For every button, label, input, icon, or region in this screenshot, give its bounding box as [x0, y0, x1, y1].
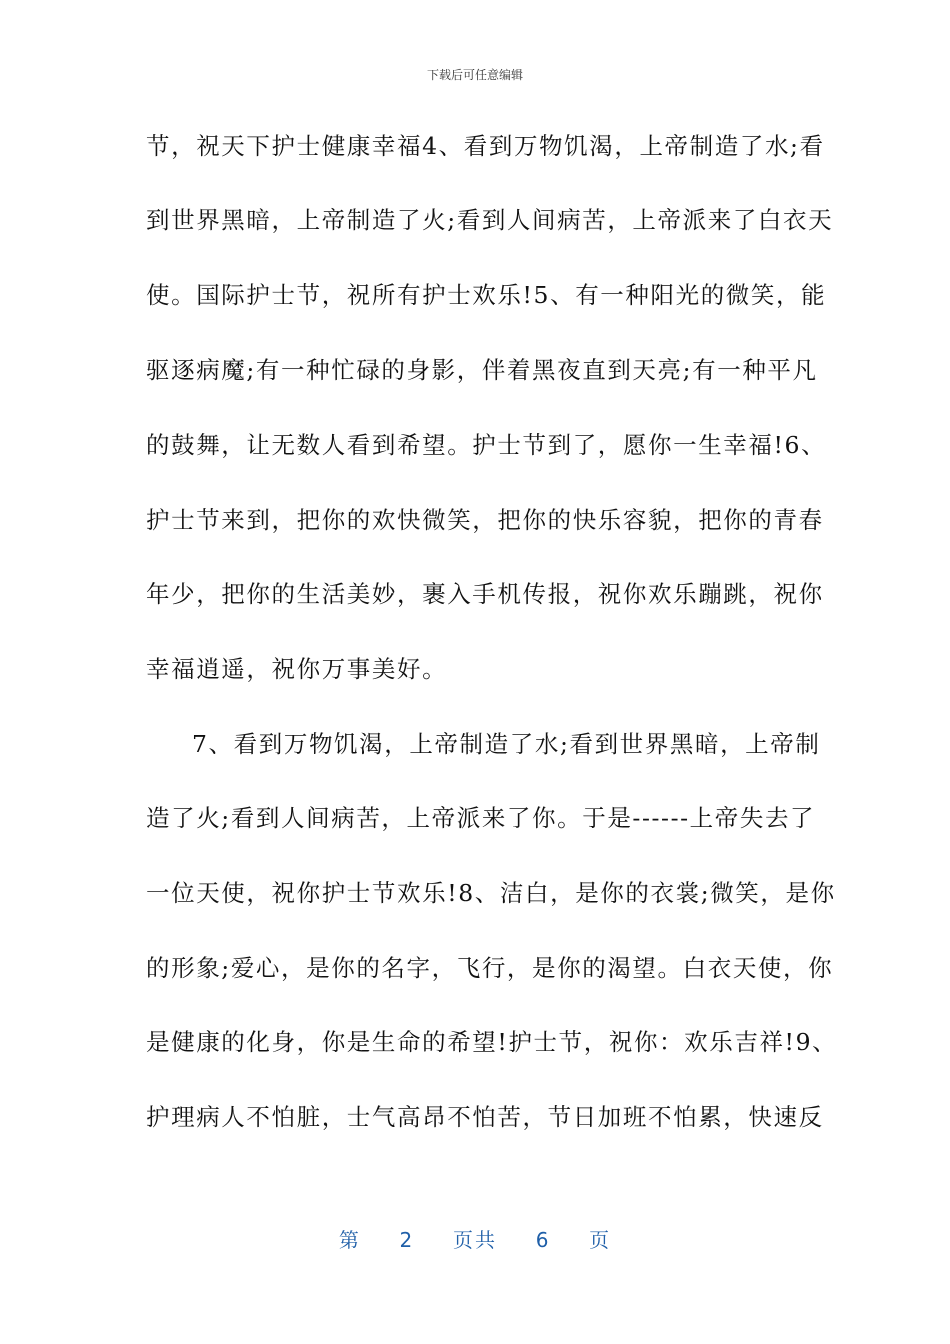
- text-line: 造了火;看到人间病苦，上帝派来了你。于是------上帝失去了: [146, 804, 816, 832]
- text-line: 年少，把你的生活美妙，裹入手机传报，祝你欢乐蹦跳，祝你: [146, 580, 824, 608]
- text-line: 的鼓舞，让无数人看到希望。护士节到了，愿你一生幸福!6、: [146, 431, 827, 459]
- text-line: 是健康的化身，你是生命的希望!护士节，祝你：欢乐吉祥!9、: [146, 1028, 838, 1056]
- footer-end-label: 页: [589, 1228, 612, 1252]
- paragraph-first-line: 7、看到万物饥渴，上帝制造了水;看到世界黑暗，上帝制: [192, 730, 821, 758]
- current-page-number: 2: [399, 1228, 415, 1252]
- text-line: 到世界黑暗，上帝制造了火;看到人间病苦，上帝派来了白衣天: [146, 206, 834, 234]
- text-line: 一位天使，祝你护士节欢乐!8、洁白，是你的衣裳;微笑，是你: [146, 879, 836, 907]
- page-number-footer: [0, 1224, 950, 1253]
- text-line: 护理病人不怕脏，士气高昂不怕苦，节日加班不怕累，快速反: [146, 1103, 824, 1131]
- text-line: 的形象;爱心，是你的名字，飞行，是你的渴望。白衣天使，你: [146, 954, 834, 982]
- footer-page-label: 第: [338, 1228, 361, 1252]
- footer-total-label: 页共: [453, 1228, 497, 1252]
- text-line: 节，祝天下护士健康幸福4、看到万物饥渴，上帝制造了水;看: [146, 132, 825, 160]
- text-line: 护士节来到，把你的欢快微笑，把你的快乐容貌，把你的青春: [146, 506, 824, 534]
- text-line: 幸福逍遥，祝你万事美好。: [146, 655, 448, 683]
- text-line: 驱逐病魔;有一种忙碌的身影，伴着黑夜直到天亮;有一种平凡: [146, 356, 818, 384]
- header-note: 下载后可任意编辑: [426, 68, 523, 82]
- total-pages-number: 6: [535, 1228, 551, 1252]
- text-line: 使。国际护士节，祝所有护士欢乐!5、有一种阳光的微笑，能: [146, 281, 827, 309]
